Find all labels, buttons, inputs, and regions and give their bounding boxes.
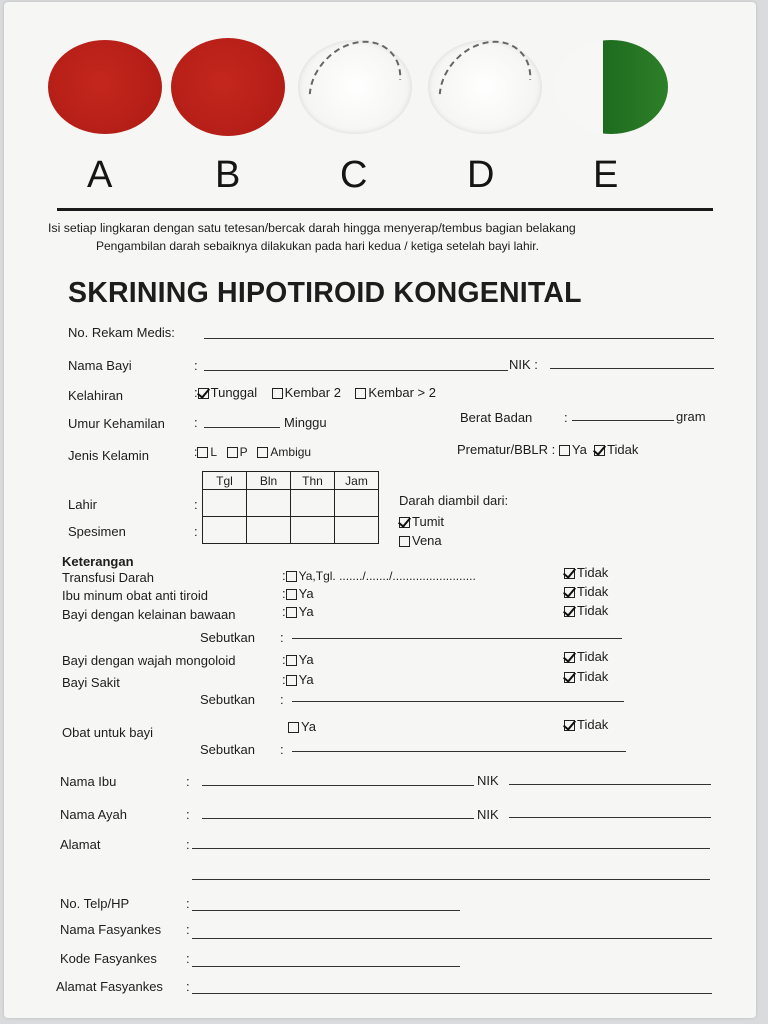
checkbox-l[interactable] bbox=[197, 447, 208, 458]
prematur-options: Prematur/BBLR : Ya Tidak bbox=[457, 442, 639, 457]
nama-bayi-label: Nama Bayi bbox=[68, 358, 132, 373]
checkbox-obat-bayi-ya[interactable] bbox=[288, 722, 299, 733]
option-vena: Vena bbox=[399, 533, 442, 548]
nama-ibu-label: Nama Ibu bbox=[60, 774, 117, 789]
lahir-tgl-cell[interactable] bbox=[203, 490, 247, 517]
obat-sebutkan-field[interactable] bbox=[292, 751, 626, 752]
obat-bayi-ya: Ya bbox=[288, 719, 316, 734]
lahir-jam-cell[interactable] bbox=[335, 490, 379, 517]
kelainan-tidak: Tidak bbox=[564, 603, 608, 618]
kelahiran-label: Kelahiran bbox=[68, 388, 123, 403]
checkbox-transfusi-tidak[interactable] bbox=[564, 568, 575, 579]
checkbox-tumit[interactable] bbox=[399, 517, 410, 528]
option-tumit: Tumit bbox=[399, 514, 444, 529]
checkbox-bayi-sakit-tidak[interactable] bbox=[564, 672, 575, 683]
bayi-sakit-tidak: Tidak bbox=[564, 669, 608, 684]
instruction-line-2: Pengambilan darah sebaiknya dilakukan pada hari kedua / ketiga setelah bayi lahir. bbox=[96, 239, 539, 253]
berat-badan-label: Berat Badan bbox=[460, 410, 533, 425]
date-table bbox=[202, 471, 379, 544]
checkbox-kembar-lebih[interactable] bbox=[355, 388, 366, 399]
checkbox-obat-tiroid-ya[interactable] bbox=[286, 589, 297, 600]
alamat-fasyankes-field[interactable] bbox=[192, 993, 712, 994]
darah-diambil-label: Darah diambil dari: bbox=[399, 493, 509, 508]
screening-card: A B C D E Isi setiap lingkaran dengan satu tetesan/bercak darah hingga menyerap/tembus bagian belakang Pengambilan darah sebaiknya dilakukan pada hari kedua / ketiga setelah bayi lahir. SKRINING HIPOTIROID KONGENITAL No. Rekam Medis: Nama Bayi : NIK : Kelahiran : Tunggal Kembar 2 Kembar > 2 Umur Kehamilan : Minggu Berat Badan : gram Jenis Kelamin : L P Ambigu Prematur/BBLR : Ya Tidak Tgl Bln Thn Jam Lahir : Spesimen : Darah diambil dari: Tumit Vena Keterangan Transfusi Darah : Ya,Tgl. ......./......./......................... Tidak Ibu minum obat anti tiroid : Ya Tidak Bayi dengan kelainan bawaan : Ya Tidak Sebutkan : Bayi dengan wajah mongoloid : Ya Tidak Bayi Sakit : Ya Tidak Sebutkan : Ya Obat untuk bayi Tidak Sebutkan : Nama Ibu : NIK Nama Ayah : NIK Alamat : No. Telp/HP : Nama Fasyankes : Kode Fasyankes : Alamat Fasyankes : bbox=[4, 2, 756, 1018]
header-bln: Bln bbox=[247, 472, 291, 490]
checkbox-vena[interactable] bbox=[399, 536, 410, 547]
nik-bayi-field[interactable] bbox=[550, 368, 714, 369]
mongoloid-label: Bayi dengan wajah mongoloid bbox=[62, 653, 236, 668]
checkbox-p[interactable] bbox=[227, 447, 238, 458]
nama-ayah-label: Nama Ayah bbox=[60, 807, 127, 822]
blood-spot-e bbox=[554, 40, 668, 134]
obat-bayi-tidak: Tidak bbox=[564, 717, 608, 732]
blood-spot-b bbox=[171, 38, 285, 136]
blood-spot-d bbox=[428, 40, 542, 134]
keterangan-heading: Keterangan bbox=[62, 554, 134, 569]
nik-ibu-label: NIK bbox=[477, 773, 499, 788]
spesimen-tgl-cell[interactable] bbox=[203, 517, 247, 544]
minggu-label: Minggu bbox=[284, 415, 327, 430]
prematur-label: Prematur/BBLR : bbox=[457, 442, 556, 457]
spot-label-e: E bbox=[593, 154, 619, 196]
obat-tiroid-tidak: Tidak bbox=[564, 584, 608, 599]
jenis-kelamin-options: : L P Ambigu bbox=[194, 445, 312, 459]
telp-label: No. Telp/HP bbox=[60, 896, 130, 911]
transfusi-label: Transfusi Darah bbox=[62, 570, 154, 585]
rekam-medis-field[interactable] bbox=[204, 338, 714, 339]
checkbox-bayi-sakit-ya[interactable] bbox=[286, 675, 297, 686]
spesimen-label: Spesimen bbox=[68, 524, 126, 539]
lahir-label: Lahir bbox=[68, 497, 97, 512]
sakit-sebutkan-field[interactable] bbox=[292, 701, 624, 702]
spot-label-b: B bbox=[215, 154, 241, 196]
nik-bayi-label: NIK : bbox=[509, 357, 538, 372]
header-thn: Thn bbox=[291, 472, 335, 490]
checkbox-kelainan-tidak[interactable] bbox=[564, 606, 575, 617]
obat-tiroid-label: Ibu minum obat anti tiroid bbox=[62, 588, 208, 603]
obat-sebutkan-label: Sebutkan bbox=[200, 742, 255, 757]
kelainan-label: Bayi dengan kelainan bawaan bbox=[62, 607, 236, 622]
spesimen-bln-cell[interactable] bbox=[247, 517, 291, 544]
blood-spot-c bbox=[298, 40, 412, 134]
umur-kehamilan-label: Umur Kehamilan bbox=[68, 416, 165, 431]
kode-fasyankes-label: Kode Fasyankes bbox=[60, 951, 157, 966]
divider bbox=[57, 208, 713, 211]
alamat-field-1[interactable] bbox=[192, 848, 710, 849]
kode-fasyankes-field[interactable] bbox=[192, 966, 460, 967]
checkbox-obat-bayi-tidak[interactable] bbox=[564, 720, 575, 731]
kelainan-ya: : Ya bbox=[282, 604, 314, 619]
nama-ayah-field[interactable] bbox=[202, 818, 474, 819]
kelahiran-options: : Tunggal Kembar 2 Kembar > 2 bbox=[194, 385, 436, 400]
checkbox-ambigu[interactable] bbox=[257, 447, 268, 458]
kelainan-sebutkan-field[interactable] bbox=[292, 638, 622, 639]
telp-field[interactable] bbox=[192, 910, 460, 911]
header-tgl: Tgl bbox=[203, 472, 247, 490]
obat-tiroid-ya: : Ya bbox=[282, 586, 314, 601]
bayi-sakit-ya: : Ya bbox=[282, 672, 314, 687]
nama-bayi-field[interactable] bbox=[204, 370, 508, 371]
jenis-kelamin-label: Jenis Kelamin bbox=[68, 448, 149, 463]
checkbox-prematur-tidak[interactable] bbox=[594, 445, 605, 456]
alamat-label: Alamat bbox=[60, 837, 101, 852]
checkbox-kembar-2[interactable] bbox=[272, 388, 283, 399]
checkbox-mongoloid-ya[interactable] bbox=[286, 655, 297, 666]
lahir-thn-cell[interactable] bbox=[291, 490, 335, 517]
spesimen-jam-cell[interactable] bbox=[335, 517, 379, 544]
gram-label: gram bbox=[676, 409, 706, 424]
mongoloid-ya: : Ya bbox=[282, 652, 314, 667]
checkbox-tunggal[interactable] bbox=[198, 388, 209, 399]
nik-ayah-field[interactable] bbox=[509, 817, 711, 818]
obat-bayi-label: Obat untuk bayi bbox=[62, 725, 154, 740]
checkbox-prematur-ya[interactable] bbox=[559, 445, 570, 456]
checkbox-kelainan-ya[interactable] bbox=[286, 607, 297, 618]
alamat-field-2[interactable] bbox=[192, 879, 710, 880]
spesimen-thn-cell[interactable] bbox=[291, 517, 335, 544]
nik-ibu-field[interactable] bbox=[509, 784, 711, 785]
berat-badan-field[interactable] bbox=[572, 420, 674, 421]
nama-fasyankes-label: Nama Fasyankes bbox=[60, 922, 162, 937]
umur-kehamilan-field[interactable] bbox=[204, 427, 280, 428]
mongoloid-tidak: Tidak bbox=[564, 649, 608, 664]
instruction-line-1: Isi setiap lingkaran dengan satu tetesan/bercak darah hingga menyerap/tembus bagian belakang bbox=[48, 221, 576, 235]
spot-label-c: C bbox=[340, 154, 368, 196]
lahir-bln-cell[interactable] bbox=[247, 490, 291, 517]
spot-label-d: D bbox=[467, 154, 495, 196]
checkbox-mongoloid-tidak[interactable] bbox=[564, 652, 575, 663]
spot-label-a: A bbox=[87, 154, 113, 196]
transfusi-tidak: Tidak bbox=[564, 565, 608, 580]
checkbox-obat-tiroid-tidak[interactable] bbox=[564, 587, 575, 598]
transfusi-ya: : Ya,Tgl. ......./......./......................... bbox=[282, 568, 476, 583]
nama-fasyankes-field[interactable] bbox=[192, 938, 712, 939]
alamat-fasyankes-label: Alamat Fasyankes bbox=[56, 979, 163, 994]
bayi-sakit-label: Bayi Sakit bbox=[62, 675, 120, 690]
form-title: SKRINING HIPOTIROID KONGENITAL bbox=[68, 277, 582, 309]
blood-spot-a bbox=[48, 40, 162, 134]
sakit-sebutkan-label: Sebutkan bbox=[200, 692, 255, 707]
checkbox-transfusi-ya[interactable] bbox=[286, 571, 297, 582]
nama-ibu-field[interactable] bbox=[202, 785, 474, 786]
rekam-medis-label: No. Rekam Medis: bbox=[68, 325, 175, 340]
kelainan-sebutkan-label: Sebutkan bbox=[200, 630, 255, 645]
header-jam: Jam bbox=[335, 472, 379, 490]
nik-ayah-label: NIK bbox=[477, 807, 499, 822]
